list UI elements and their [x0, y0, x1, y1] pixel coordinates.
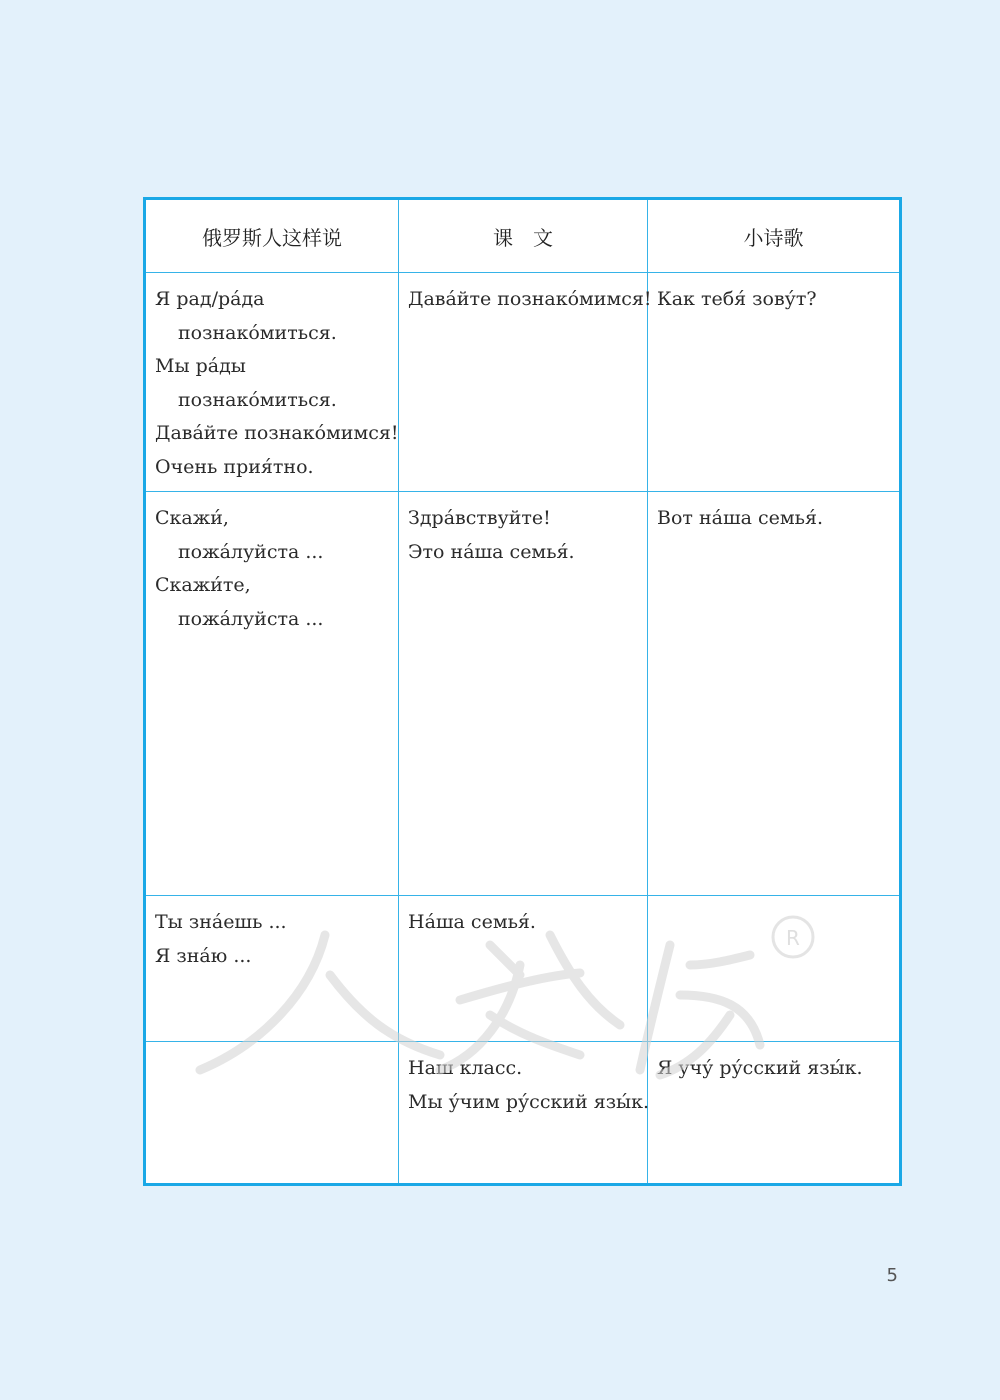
table-row — [145, 1042, 901, 1185]
table-cell — [145, 896, 399, 1042]
table-cell — [145, 492, 399, 896]
phrase-line: Я рад/ра́да — [155, 288, 265, 310]
phrase-line: познако́миться. — [178, 388, 337, 411]
phrase-line: Скажи́те, — [155, 574, 251, 596]
table-cell-empty — [648, 896, 901, 1042]
poem-line: Как тебя́ зову́т? — [657, 288, 817, 310]
phrase-line: Я зна́ю ... — [155, 944, 252, 967]
text-line: На́ша семья́. — [408, 911, 536, 933]
phrase-line: Дава́йте познако́мимся! — [155, 422, 399, 444]
text-line: Наш класс. — [408, 1057, 523, 1079]
phrase-line: Ты зна́ешь ... — [155, 911, 287, 933]
table-header-row — [145, 199, 901, 273]
header-russian-phrases: 俄罗斯人这样说 — [145, 199, 399, 273]
table-cell — [399, 1042, 648, 1185]
text-line: Мы у́чим ру́сский язы́к. — [408, 1090, 650, 1113]
phrase-line: познако́миться. — [178, 321, 337, 344]
phrase-line: Очень прия́тно. — [155, 455, 314, 478]
phrase-line: Мы ра́ды — [155, 355, 246, 377]
lesson-table — [143, 197, 902, 1186]
text-line: Дава́йте познако́мимся! — [408, 288, 652, 310]
table-cell — [399, 273, 652, 492]
phrase-line: Скажи́, — [155, 507, 229, 529]
table-cell — [399, 492, 648, 896]
header-poem: 小诗歌 — [648, 199, 901, 273]
header-text: 课 文 — [399, 199, 648, 273]
poem-line: Я учу́ ру́сский язы́к. — [657, 1057, 863, 1079]
table-cell-empty — [145, 1042, 399, 1185]
table-cell — [399, 896, 648, 1042]
table-row — [145, 896, 901, 1042]
table-row — [145, 273, 901, 492]
table-row — [145, 492, 901, 896]
text-line: Здра́вствуйте! — [408, 507, 551, 529]
phrase-line: пожа́луйста ... — [178, 607, 324, 630]
poem-line: Вот на́ша семья́. — [657, 507, 824, 529]
table-cell — [145, 273, 399, 492]
page-number: 5 — [886, 1265, 898, 1286]
table-cell — [648, 273, 901, 492]
text-line: Это на́ша семья́. — [408, 540, 575, 563]
table-cell — [648, 492, 901, 896]
svg-text:R: R — [786, 926, 800, 950]
phrase-line: пожа́луйста ... — [178, 540, 324, 563]
table-cell — [648, 1042, 901, 1185]
